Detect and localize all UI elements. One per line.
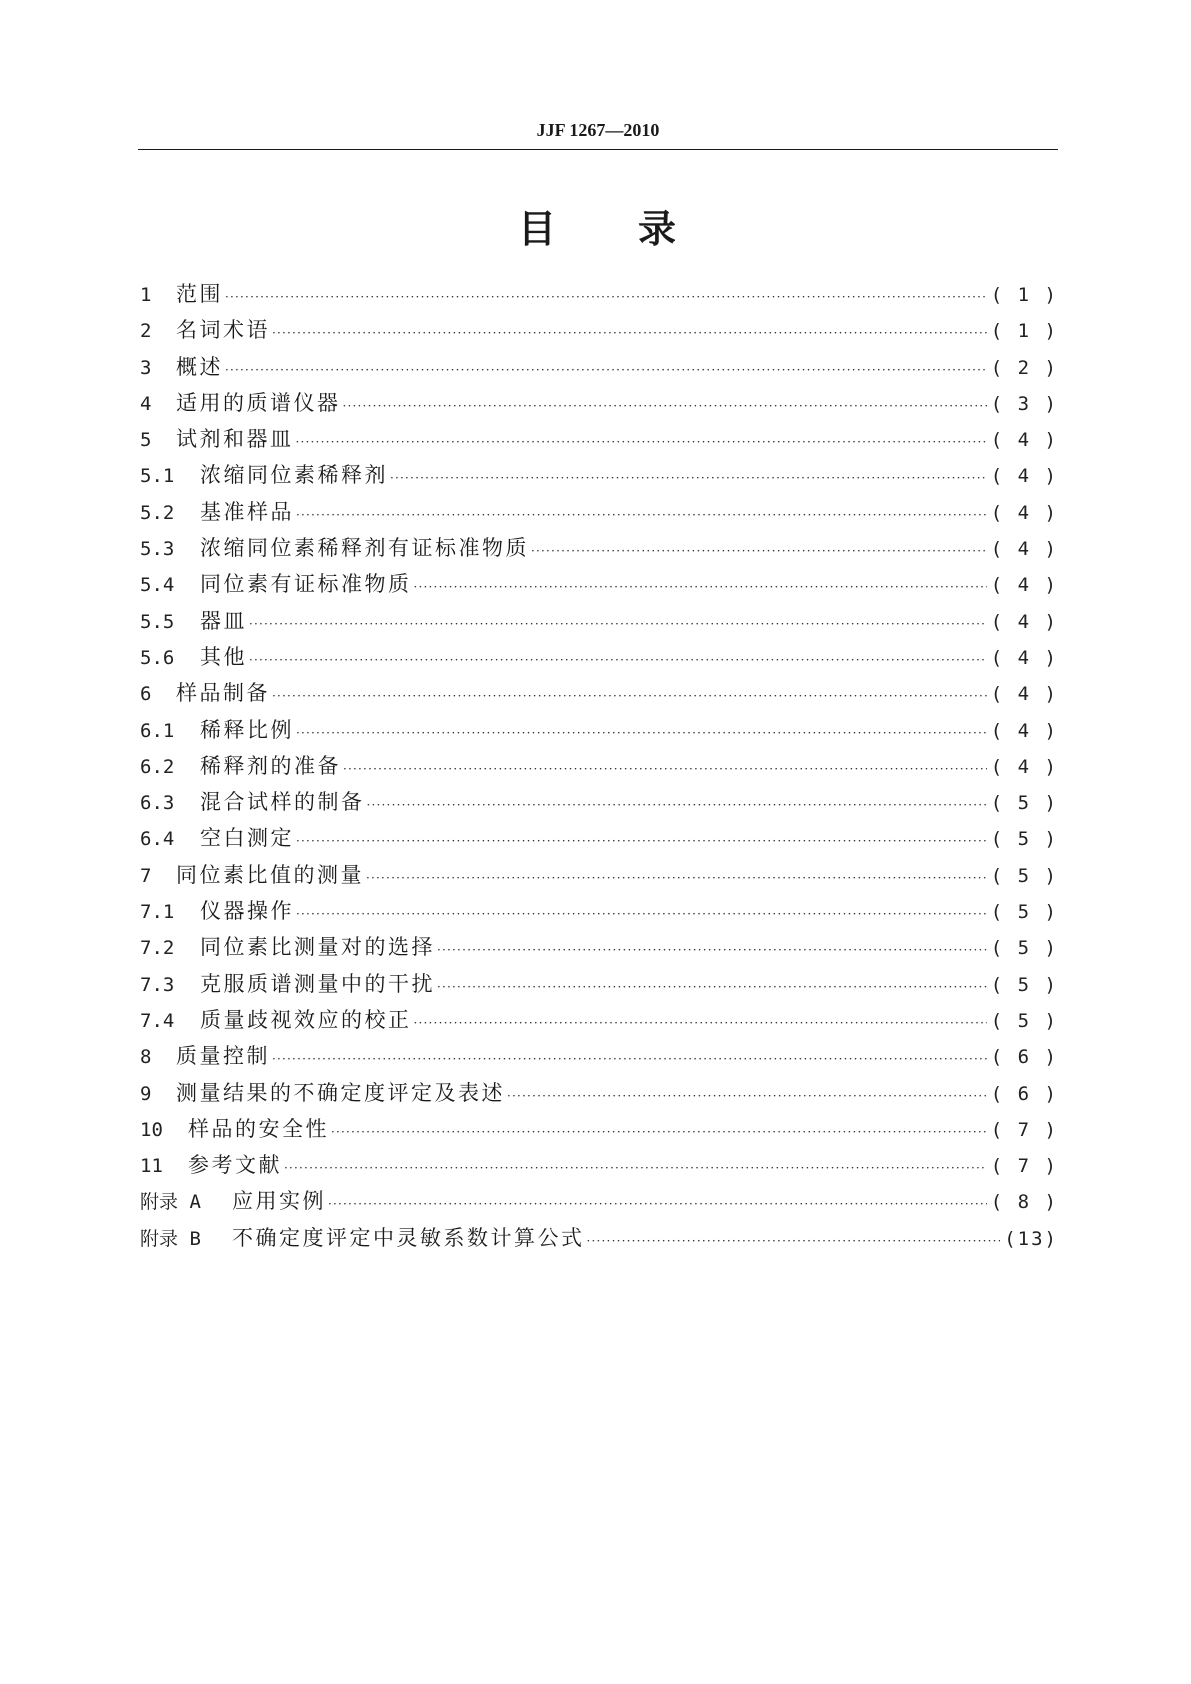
toc-entry-page: ( 2 )	[990, 356, 1058, 379]
toc-entry-page: ( 7 )	[990, 1118, 1058, 1141]
toc-entry[interactable]	[140, 784, 1058, 820]
toc-entry-page: ( 5 )	[990, 828, 1058, 851]
toc-entry-page: ( 7 )	[990, 1155, 1058, 1178]
toc-entry[interactable]	[140, 1002, 1058, 1038]
toc-entry-number: 6	[140, 683, 152, 706]
toc-entry-number: 5.5	[140, 610, 175, 633]
toc-entry-page: ( 4 )	[990, 501, 1058, 524]
toc-entry-number: 1	[140, 284, 152, 306]
toc-dot-leader	[390, 460, 987, 496]
toc-entry[interactable]	[140, 966, 1058, 1002]
toc-entry-title: 不确定度评定中灵敏系数计算公式	[232, 1225, 585, 1250]
toc-dot-leader	[249, 606, 987, 642]
toc-entry-title: 概述	[176, 354, 223, 379]
toc-entry-number: 附录 B	[140, 1227, 201, 1250]
toc-entry-title: 浓缩同位素稀释剂	[200, 463, 388, 488]
toc-entry-title: 样品制备	[176, 681, 270, 706]
toc-entry-title: 混合试样的制备	[200, 790, 365, 815]
toc-dot-leader	[331, 1114, 987, 1150]
toc-entry-page: ( 5 )	[990, 792, 1058, 815]
toc-entry-number: 3	[140, 356, 152, 379]
toc-entry[interactable]	[140, 748, 1058, 784]
toc-entry-number: 5.1	[140, 465, 175, 488]
toc-entry[interactable]	[140, 494, 1058, 530]
toc-entry-title: 同位素比值的测量	[176, 862, 364, 887]
toc-dot-leader	[366, 860, 987, 896]
toc-entry-title: 测量结果的不确定度评定及表述	[176, 1080, 505, 1105]
toc-dot-leader	[437, 932, 987, 968]
toc-entry-page: ( 6 )	[990, 1082, 1058, 1105]
toc-entry-number: 10	[140, 1118, 163, 1141]
toc-entry-page: ( 4 )	[990, 610, 1058, 633]
toc-entry-title: 基准样品	[200, 499, 294, 524]
toc-entry-number: 附录 A	[140, 1191, 201, 1214]
toc-entry-page: ( 5 )	[990, 973, 1058, 996]
toc-entry-page: ( 4 )	[990, 465, 1058, 488]
toc-dot-leader	[343, 751, 987, 787]
toc-dot-leader	[414, 569, 987, 605]
toc-entry[interactable]	[140, 675, 1058, 711]
toc-dot-leader	[272, 678, 987, 714]
toc-entry-page: ( 5 )	[990, 864, 1058, 887]
toc-entry-page: ( 5 )	[990, 937, 1058, 960]
toc-entry[interactable]	[140, 1111, 1058, 1147]
toc-entry-page: ( 5 )	[990, 1009, 1058, 1032]
toc-dot-leader	[343, 388, 987, 424]
toc-entry-number: 7.2	[140, 937, 175, 960]
toc-entry-title: 名词术语	[176, 318, 270, 343]
toc-entry-title: 空白测定	[200, 826, 294, 851]
toc-entry-number: 6.4	[140, 828, 175, 851]
toc-entry-page: ( 4 )	[990, 719, 1058, 742]
toc-entry[interactable]	[140, 712, 1058, 748]
toc-entry-title: 试剂和器皿	[176, 427, 294, 452]
title-char-1: 目	[517, 207, 558, 251]
toc-entry-title: 质量控制	[176, 1044, 270, 1069]
toc-dot-leader	[272, 315, 987, 351]
toc-dot-leader	[531, 533, 987, 569]
toc-dot-leader	[296, 715, 987, 751]
toc-entry[interactable]	[140, 820, 1058, 856]
toc-entry-number: 5.3	[140, 538, 175, 561]
toc-entry[interactable]	[140, 1038, 1058, 1074]
toc-entry-number: 7	[140, 864, 152, 887]
toc-entry-page: ( 4 )	[990, 755, 1058, 778]
toc-entry-title: 质量歧视效应的校正	[200, 1007, 412, 1032]
toc-entry[interactable]	[140, 530, 1058, 566]
toc-dot-leader	[296, 896, 987, 932]
toc-entry[interactable]	[140, 893, 1058, 929]
toc-dot-leader	[328, 1186, 987, 1222]
toc-entry-number: 11	[140, 1155, 163, 1178]
header-divider	[138, 149, 1058, 150]
toc-entry[interactable]	[140, 276, 1058, 312]
toc-entry-title: 样品的安全性	[188, 1116, 329, 1141]
toc-entry-number: 4	[140, 392, 152, 415]
toc-dot-leader	[284, 1150, 987, 1186]
toc-entry[interactable]	[140, 385, 1058, 421]
toc-entry-title: 仪器操作	[200, 899, 294, 924]
toc-entry[interactable]	[140, 457, 1058, 493]
toc-entry[interactable]	[140, 603, 1058, 639]
toc-dot-leader	[225, 352, 987, 388]
toc-dot-leader	[296, 823, 987, 859]
toc-entry-number: 6.3	[140, 792, 175, 815]
toc-entry-number: 8	[140, 1046, 152, 1069]
toc-entry-number: 5	[140, 429, 152, 452]
toc-entry-page: ( 4 )	[990, 574, 1058, 597]
toc-entry-number: 5.2	[140, 501, 175, 524]
toc-entry-title: 浓缩同位素稀释剂有证标准物质	[200, 536, 529, 561]
toc-dot-leader	[367, 787, 987, 823]
toc-entry-title: 同位素比测量对的选择	[200, 935, 435, 960]
toc-entry-number: 5.4	[140, 574, 175, 597]
toc-entry-title: 参考文献	[188, 1153, 282, 1178]
toc-entry-title: 器皿	[200, 608, 247, 633]
toc-dot-leader	[225, 279, 987, 315]
toc-entry-number: 7.4	[140, 1009, 175, 1032]
toc-entry[interactable]	[140, 312, 1058, 348]
toc-entry[interactable]	[140, 1220, 1058, 1256]
document-code-header: JJF 1267—2010	[536, 120, 660, 140]
toc-dot-leader	[249, 642, 987, 678]
toc-entry-page: ( 5 )	[990, 901, 1058, 924]
toc-dot-leader	[507, 1078, 987, 1114]
table-of-contents	[140, 276, 1058, 1256]
toc-entry-number: 6.2	[140, 755, 175, 778]
toc-entry[interactable]	[140, 639, 1058, 675]
toc-entry-number: 7.1	[140, 901, 175, 924]
toc-entry[interactable]	[140, 857, 1058, 893]
toc-dot-leader	[437, 969, 987, 1005]
toc-entry-page: ( 3 )	[990, 392, 1058, 415]
toc-entry-page: ( 1 )	[990, 284, 1058, 306]
toc-entry-page: ( 4 )	[990, 429, 1058, 452]
toc-entry-page: ( 4 )	[990, 646, 1058, 669]
toc-dot-leader	[272, 1041, 987, 1077]
toc-entry-title: 稀释剂的准备	[200, 753, 341, 778]
toc-dot-leader	[296, 497, 987, 533]
toc-entry-title: 克服质谱测量中的干扰	[200, 971, 435, 996]
toc-entry[interactable]	[140, 1147, 1058, 1183]
page-title	[138, 198, 1058, 253]
toc-entry-page: ( 8 )	[990, 1191, 1058, 1214]
toc-entry-page: ( 4 )	[990, 538, 1058, 561]
toc-entry[interactable]	[140, 349, 1058, 385]
toc-entry-title: 同位素有证标准物质	[200, 572, 412, 597]
toc-entry-number: 7.3	[140, 973, 175, 996]
title-char-2: 录	[638, 207, 679, 251]
toc-dot-leader	[587, 1223, 1001, 1259]
toc-entry[interactable]	[140, 1075, 1058, 1111]
toc-entry[interactable]	[140, 421, 1058, 457]
toc-entry-page: (13)	[1004, 1227, 1058, 1250]
toc-entry[interactable]	[140, 1183, 1058, 1219]
toc-entry-title: 应用实例	[232, 1189, 326, 1214]
toc-entry-title: 适用的质谱仪器	[176, 390, 341, 415]
toc-dot-leader	[414, 1005, 987, 1041]
toc-entry-title: 其他	[200, 644, 247, 669]
toc-entry-page: ( 1 )	[990, 320, 1058, 343]
toc-entry-title: 稀释比例	[200, 717, 294, 742]
toc-entry-title: 范围	[176, 282, 223, 306]
toc-entry-page: ( 6 )	[990, 1046, 1058, 1069]
toc-entry-number: 5.6	[140, 646, 175, 669]
toc-entry-number: 6.1	[140, 719, 175, 742]
toc-entry-page: ( 4 )	[990, 683, 1058, 706]
toc-entry[interactable]	[140, 929, 1058, 965]
toc-dot-leader	[296, 424, 987, 460]
toc-entry-number: 2	[140, 320, 152, 343]
toc-entry[interactable]	[140, 566, 1058, 602]
toc-entry-number: 9	[140, 1082, 152, 1105]
